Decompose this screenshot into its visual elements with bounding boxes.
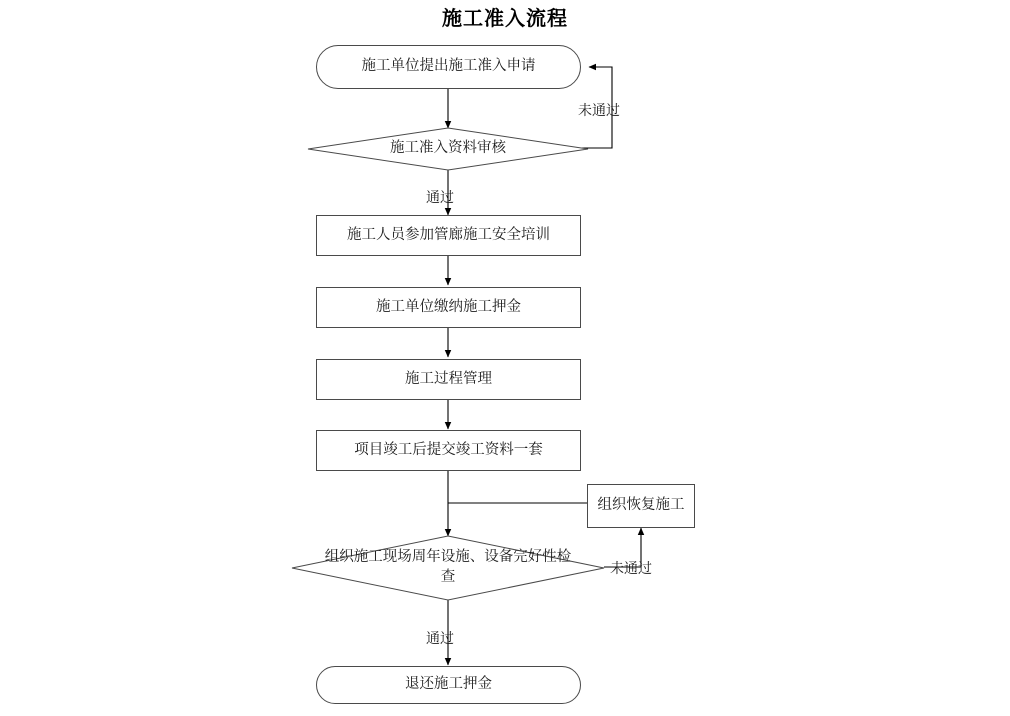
node-inspect[interactable] (292, 536, 604, 600)
edge-label-review-fail: 未通过 (578, 102, 620, 118)
node-restore-label: 组织恢复施工 (597, 497, 685, 514)
edge-label-inspect-fail: 未通过 (610, 560, 652, 576)
node-restore[interactable] (587, 484, 695, 528)
edge-label-review-pass: 通过 (426, 189, 454, 205)
node-refund-label: 退还施工押金 (405, 676, 492, 693)
node-refund[interactable] (316, 666, 581, 704)
node-training[interactable] (316, 215, 581, 256)
node-process-label: 施工过程管理 (405, 370, 492, 387)
node-deposit-label: 施工单位缴纳施工押金 (376, 298, 521, 315)
node-deposit[interactable] (316, 287, 581, 328)
page-title: 施工准入流程 (442, 8, 568, 30)
node-inspect-label: 组织施工现场周年设施、设备完好性检查 (324, 549, 572, 585)
edge-label-inspect-pass: 通过 (426, 630, 454, 646)
node-process[interactable] (316, 359, 581, 400)
node-apply[interactable] (316, 45, 581, 89)
node-training-label: 施工人员参加管廊施工安全培训 (347, 226, 550, 243)
node-submit[interactable] (316, 430, 581, 471)
node-review[interactable] (308, 128, 588, 170)
node-apply-label: 施工单位提出施工准入申请 (361, 58, 536, 75)
node-review-label: 施工准入资料审核 (390, 140, 506, 157)
node-submit-label: 项目竣工后提交竣工资料一套 (354, 441, 543, 458)
